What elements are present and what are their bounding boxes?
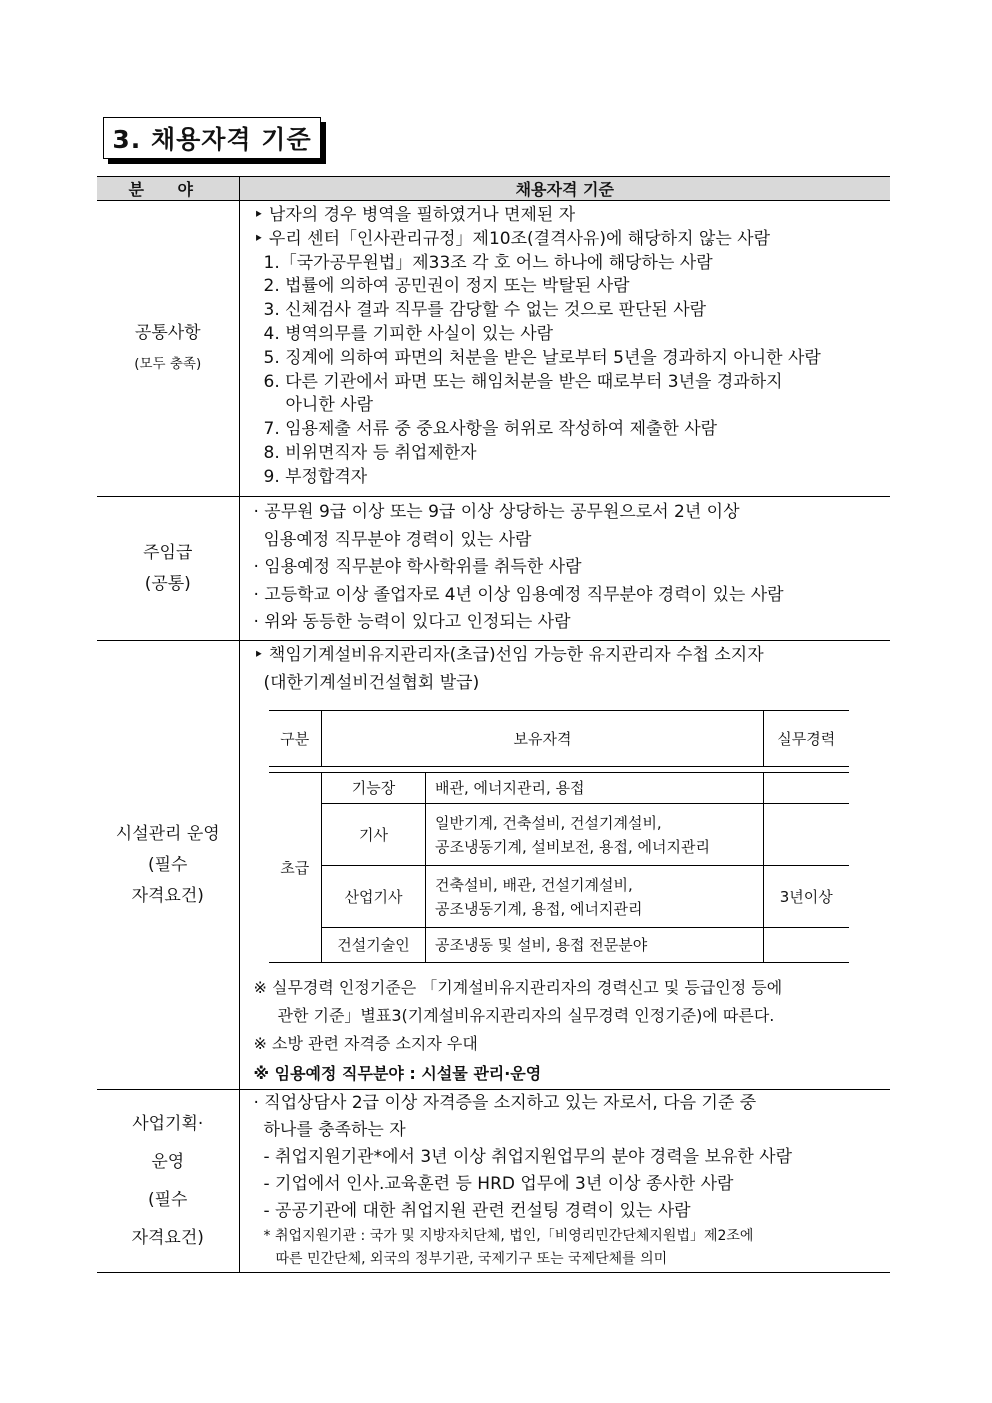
list-item: · 직업상담사 2급 이상 자격증을 소지하고 있는 자로서, 다음 기준 중 [253,1093,757,1113]
qual-type: 산업기사 [322,866,426,928]
list-item: ‣ 책임기계설비유지관리자(초급)선임 가능한 유지관리자 수첩 소지자 [253,645,764,665]
category-label: 운영 [151,1152,185,1172]
category-sub: 자격요건) [131,1228,204,1248]
list-item: 6. 다른 기관에서 파면 또는 해임처분을 받은 때로부터 3년을 경과하지 [263,371,783,392]
list-item: · 임용예정 직무분야 학사학위를 취득한 사람 [253,557,582,578]
qual-list [426,866,764,928]
table-row [269,804,849,866]
footnote: 따른 민간단체, 외국의 정부기관, 국제기구 또는 국제단체를 의미 [275,1251,668,1267]
category-label: 주임급 [143,542,193,563]
list-item: - 기업에서 인사.교육훈련 등 HRD 업무에 3년 이상 종사한 사람 [263,1174,734,1194]
inner-header-row [269,711,849,767]
list-item: · 위와 동등한 능력이 있다고 인정되는 사람 [253,612,571,633]
inner-header-qualification: 보유자격 [322,711,764,767]
category-sub: 자격요건) [131,885,204,906]
table-row [97,641,890,1090]
inner-header-division: 구분 [269,711,322,767]
category-label: 시설관리 운영 [115,823,220,844]
table-row [269,928,849,963]
list-item: 3. 신체검사 결과 직무를 감당할 수 없는 것으로 판단된 사람 [263,300,707,321]
header-criteria: 채용자격 기준 [239,177,890,201]
category-business [97,1090,239,1273]
category-sub: (필수 [148,854,188,875]
qual-line: 일반기계, 건축설비, 건설기계설비, [435,813,662,832]
section-title: 3. 채용자격 기준 [103,117,321,159]
note-item: 관한 기준」별표3(기계설비유지관리자의 실무경력 인정기준)에 따른다. [277,1006,775,1025]
experience-cell [764,773,849,804]
list-item: · 공무원 9급 이상 또는 9급 이상 상당하는 공무원으로서 2년 이상 [253,502,740,522]
category-common [97,201,239,497]
list-item: ‣ 남자의 경우 병역을 필하였거나 면제된 자 [253,205,576,225]
list-item: 1.「국가공무원법」제33조 각 호 어느 하나에 해당하는 사람 [263,252,713,273]
qual-list: 배관, 에너지관리, 용접 [426,773,764,804]
footnote: * 취업지원기관 : 국가 및 지방자치단체, 법인,「비영리민간단체지원법」제2조에 [263,1228,754,1244]
experience-cell [764,928,849,963]
qual-list: 공조냉동 및 설비, 용접 전문분야 [426,928,764,963]
category-sub: (필수 [148,1190,188,1210]
list-item: 5. 징계에 의하여 파면의 처분을 받은 날로부터 5년을 경과하지 아니한 사람 [263,347,821,368]
category-junior [97,497,239,641]
qualification-table [269,710,849,963]
list-item: 7. 임용제출 서류 중 중요사항을 허위로 작성하여 제출한 사람 [263,419,718,440]
table-row [97,497,890,641]
table-row [269,773,849,804]
list-item: - 취업지원기관*에서 3년 이상 취업지원업무의 분야 경력을 보유한 사람 [263,1147,792,1167]
table-row [97,201,890,497]
table-row [97,1090,890,1273]
list-item: 4. 병역의무를 기피한 사실이 있는 사람 [263,323,554,344]
level-cell: 초급 [269,773,322,963]
category-sub: (모두 충족) [134,355,202,372]
list-item: 8. 비위면직자 등 취업제한자 [263,442,477,463]
list-item: (대한기계설비건설협회 발급) [263,673,480,693]
list-item: · 고등학교 이상 졸업자로 4년 이상 임용예정 직무분야 경력이 있는 사람 [253,584,784,605]
qual-line: 공조냉동기계, 용접, 에너지관리 [435,899,643,918]
list-item: 하나를 충족하는 자 [263,1120,406,1140]
inner-header-experience: 실무경력 [764,711,849,767]
qual-type: 기사 [322,804,426,866]
experience-cell [764,804,849,866]
category-label: 사업기획· [132,1114,204,1134]
qual-line: 건축설비, 배관, 건설기계설비, [435,875,633,894]
list-item: 9. 부정합격자 [263,466,368,487]
category-label: 공통사항 [134,322,201,343]
notes [254,973,891,1089]
note-item: ※ 소방 관련 자격증 소지자 우대 [253,1034,478,1053]
table-header-row [97,177,890,201]
note-item: ※ 실무경력 인정기준은 「기계설비유지관리자의 경력신고 및 등급인정 등에 [253,978,783,997]
qual-type: 기능장 [322,773,426,804]
note-item: ※ 임용예정 직무분야 : 시설물 관리·운영 [253,1064,542,1083]
qual-list [426,804,764,866]
qual-type: 건설기술인 [322,928,426,963]
qual-line: 공조냉동기계, 설비보전, 용접, 에너지관리 [435,837,710,856]
experience-cell: 3년이상 [764,866,849,928]
criteria-business [239,1090,890,1273]
list-item: ‣ 우리 센터「인사관리규정」제10조(결격사유)에 해당하지 않는 사람 [253,228,770,249]
list-item: 임용예정 직무분야 경력이 있는 사람 [263,529,532,550]
criteria-facility [239,641,890,1090]
list-item: 아니한 사람 [285,395,374,416]
category-sub: (공통) [144,573,191,594]
criteria-junior [239,497,890,641]
list-item: - 공공기관에 대한 취업지원 관련 컨설팅 경력이 있는 사람 [263,1201,691,1221]
table-row [269,866,849,928]
criteria-common [239,201,890,497]
list-item: 2. 법률에 의하여 공민권이 정지 또는 박탈된 사람 [263,276,630,297]
criteria-table [97,176,890,1273]
header-field: 분 야 [97,177,239,201]
category-facility [97,641,239,1090]
